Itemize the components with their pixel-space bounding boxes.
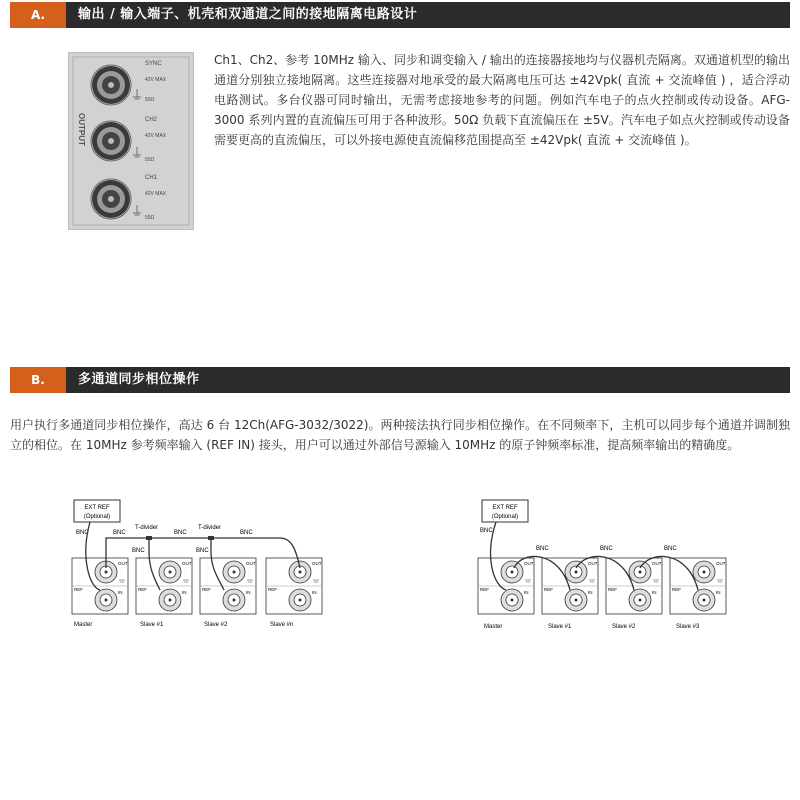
ch1-impedance-label: 50Ω [145, 215, 155, 221]
out-label: OUT [652, 561, 662, 566]
t-divider-1 [146, 536, 152, 540]
out-label: OUT [182, 561, 192, 566]
instrument-unit [200, 558, 256, 614]
instrument-unit [606, 558, 662, 614]
in-label: IN [246, 590, 251, 595]
ext-ref-label: EXT REF [492, 505, 518, 511]
in-label: IN [716, 590, 721, 595]
section-b-title: 多通道同步相位操作 [78, 372, 200, 387]
instrument-unit [72, 558, 128, 614]
diagram1-units [72, 558, 322, 614]
t-divider-label: T-divider [198, 525, 222, 531]
ref-label: REF [74, 587, 83, 592]
section-a-header [10, 2, 790, 28]
section-b-header [10, 367, 790, 393]
bnc-label: BNC [76, 530, 89, 536]
out-label: OUT [588, 561, 598, 566]
out-label: OUT [118, 561, 128, 566]
out-label: OUT [524, 561, 534, 566]
slave2-label: Slave #2 [204, 622, 228, 628]
in-label: IN [524, 590, 529, 595]
ch2-label: CH2 [145, 117, 158, 123]
ref-label: REF [138, 587, 147, 592]
ref-label: REF [544, 587, 553, 592]
in-label: IN [182, 590, 187, 595]
sync-connector [91, 65, 131, 105]
master-label: Master [484, 624, 503, 630]
bnc-label: BNC [113, 530, 126, 536]
in-label: IN [652, 590, 657, 595]
sync-impedance-label: 50Ω [145, 97, 155, 103]
bnc-label: BNC [536, 546, 549, 552]
section-b-paragraph: 用户执行多通道同步相位操作，高达 6 台 12Ch(AFG-3032/3022)。两种接法执行同步相位操作。在不同频率下，主机可以同步每个通道并调制独立的相位。在 10MHz 参考频率输入 (REF IN) 接头，用户可以通过外部信号源输入 10MHz 的原子钟频率标准，提高频率输出的精确度。 [10, 418, 790, 452]
bnc-label: BNC [240, 530, 253, 536]
sync-diagram-daisy-chain [470, 498, 740, 638]
slaven-label: Slave #n [270, 622, 294, 628]
master-label: Master [74, 622, 93, 628]
out-label: OUT [312, 561, 322, 566]
slave1-label: Slave #1 [140, 622, 164, 628]
bnc-label: BNC [480, 528, 493, 534]
ch1-max-label: 42V MAX [145, 191, 167, 197]
instrument-unit [266, 558, 322, 614]
bnc-label: BNC [196, 548, 209, 554]
diagram2-svg [470, 498, 740, 638]
sync-max-label: 42V MAX [145, 77, 167, 83]
in-label: IN [588, 590, 593, 595]
diagram1-svg [70, 498, 330, 638]
output-panel-image [68, 52, 194, 230]
bnc-label: BNC [664, 546, 677, 552]
output-label: OUTPUT [77, 113, 86, 146]
slave3-label: Slave #3 [676, 624, 700, 630]
ch2-impedance-label: 50Ω [145, 157, 155, 163]
ref-label: REF [202, 587, 211, 592]
t-divider-label: T-divider [135, 525, 159, 531]
bnc-label: BNC [600, 546, 613, 552]
ch2-max-label: 42V MAX [145, 133, 167, 139]
section-a-tag: A. [10, 2, 66, 28]
ch1-label: CH1 [145, 175, 158, 181]
sync-diagram-t-divider [70, 498, 330, 638]
ref-label: REF [672, 587, 681, 592]
output-panel-svg [69, 53, 193, 229]
ref-label: REF [268, 587, 277, 592]
out-label: OUT [716, 561, 726, 566]
out-label: OUT [246, 561, 256, 566]
instrument-unit [670, 558, 726, 614]
ext-ref-label: EXT REF [84, 505, 110, 511]
instrument-unit [478, 558, 534, 614]
ext-ref-optional: (Optional) [83, 514, 111, 520]
ext-ref-optional: (Optional) [491, 514, 519, 520]
ch1-connector [91, 179, 131, 219]
slave1-label: Slave #1 [548, 624, 572, 630]
instrument-unit [542, 558, 598, 614]
ref-label: REF [480, 587, 489, 592]
section-a-title: 输出 / 输入端子、机壳和双通道之间的接地隔离电路设计 [78, 7, 418, 22]
t-divider-2 [208, 536, 214, 540]
in-label: IN [118, 590, 123, 595]
bnc-label: BNC [132, 548, 145, 554]
section-b-tag: B. [10, 367, 66, 393]
bnc-label: BNC [174, 530, 187, 536]
instrument-unit [136, 558, 192, 614]
ref-label: REF [608, 587, 617, 592]
in-label: IN [312, 590, 317, 595]
slave2-label: Slave #2 [612, 624, 636, 630]
section-a-paragraph: Ch1、Ch2、参考 10MHz 输入、同步和调变输入 / 输出的连接器接地均与仪器机壳隔离。双通道机型的输出通道分别独立接地隔离。这些连接器对地承受的最大隔离电压可达 ±42Vpk( 直流 + 交流峰值 ) ，适合浮动电路测试。多台仪器可同时输出，无需考虑接地参考的问题。例如汽车电子的点火控制或传动设备。AFG-3000 系列内置的直流偏压可用于各种波形。50Ω 负载下直流偏压在 ±5V。汽车电子如点火控制或传动设备需要更高的直流偏压，可以外接电源使直流偏移范围提高至 ±42Vpk( 直流 + 交流峰值 )。 [214, 53, 790, 147]
sync-label: SYNC [145, 61, 162, 67]
ch2-connector [91, 121, 131, 161]
